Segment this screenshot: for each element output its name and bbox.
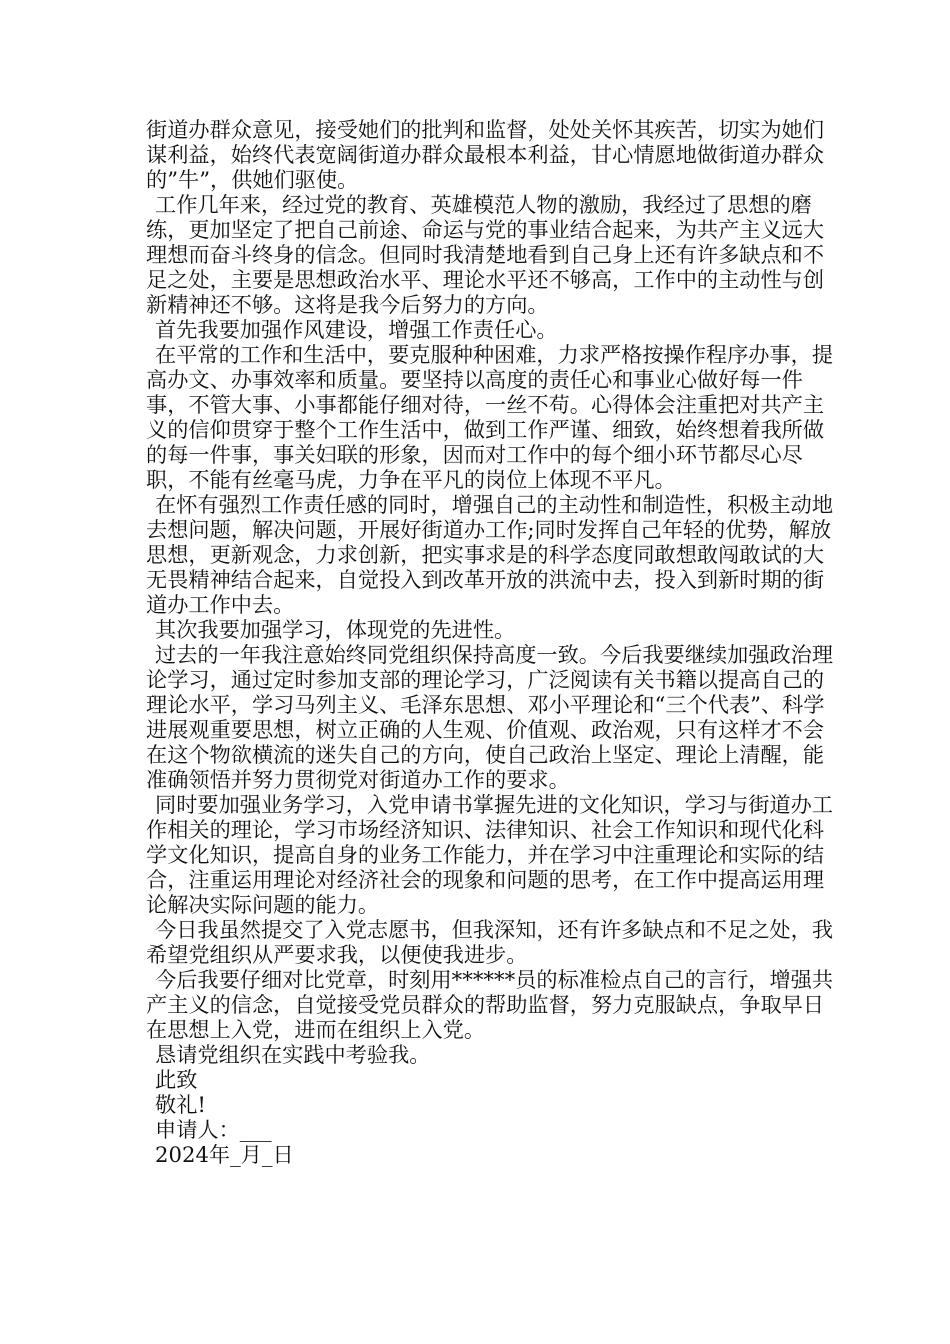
salutation-jingli: 敬礼!: [155, 1092, 206, 1117]
paragraph-6: 其次我要加强学习，体现党的先进性。: [155, 617, 516, 642]
paragraph-4: 在平常的工作和生活中，要克服种种困难，力求严格按操作程序办事，提高办文、办事效率和质量。要坚持以高度的责任心和事业心做好每一件事，不管大事、小事都能仔细对待，一丝不苟。心得体会注重把对共产主义的信仰贯穿于整个工作生活中，做到工作严谨、细致，始终想着我所做的每一件事，事关妇联的形象，因而对工作中的每个细小环节都尽心尽职，不能有丝毫马虎，力争在平凡的岗位上体现不平凡。: [146, 342, 834, 492]
paragraph-5: 在怀有强烈工作责任感的同时，增强自己的主动性和制造性，积极主动地去想问题，解决问题，开展好街道办工作;同时发挥自己年轻的优势，解放思想，更新观念，力求创新，把实事求是的科学态度同敢想敢闯敢试的大无畏精神结合起来，自觉投入到改革开放的洪流中去，投入到新时期的街道办工作中去。: [146, 492, 834, 617]
closing-request: 恳请党组织在实践中考验我。: [155, 1042, 431, 1067]
paragraph-2: 工作几年来，经过党的教育、英雄模范人物的激励，我经过了思想的磨练，更加坚定了把自己前途、命运与党的事业结合起来，为共产主义远大理想而奋斗终身的信念。但同时我清楚地看到自己身上还有许多缺点和不足之处，主要是思想政治水平、理论水平还不够高，工作中的主动性与创新精神还不够。这将是我今后努力的方向。: [146, 192, 825, 317]
paragraph-1: 街道办群众意见，接受她们的批判和监督，处处关怀其疾苦，切实为她们谋利益，始终代表宽阔街道办群众最根本利益，甘心情愿地做街道办群众的”牛”，供她们驱使。: [146, 117, 825, 192]
paragraph-8: 同时要加强业务学习，入党申请书掌握先进的文化知识，学习与街道办工作相关的理论，学习市场经济知识、法律知识、社会工作知识和现代化科学文化知识，提高自身的业务工作能力，并在学习中注重理论和实际的结合，注重运用理论对经济社会的现象和问题的思考，在工作中提高运用理论解决实际问题的能力。: [146, 792, 834, 917]
paragraph-3: 首先我要加强作风建设，增强工作责任心。: [155, 317, 558, 342]
document-page: [146, 117, 836, 1167]
applicant-line: 申请人：___: [155, 1117, 272, 1142]
salutation-cizhi: 此致: [155, 1067, 198, 1092]
paragraph-9: 今日我虽然提交了入党志愿书，但我深知，还有许多缺点和不足之处，我希望党组织从严要求我，以便使我进步。: [146, 917, 834, 967]
paragraph-10: 今后我要仔细对比党章，时刻用******员的标准检点自己的言行，增强共产主义的信念，自觉接受党员群众的帮助监督，努力克服缺点，争取早日在思想上入党，进而在组织上入党。: [146, 967, 834, 1042]
paragraph-7: 过去的一年我注意始终同党组织保持高度一致。今后我要继续加强政治理论学习，通过定时参加支部的理论学习，广泛阅读有关书籍以提高自己的理论水平，学习马列主义、毛泽东思想、邓小平理论和“三个代表”、科学进展观重要思想，树立正确的人生观、价值观、政治观，只有这样才不会在这个物欲横流的迷失自己的方向，使自己政治上坚定、理论上清醒，能准确领悟并努力贯彻党对街道办工作的要求。: [146, 642, 834, 792]
date-line: 2024年_月_日: [155, 1142, 294, 1167]
